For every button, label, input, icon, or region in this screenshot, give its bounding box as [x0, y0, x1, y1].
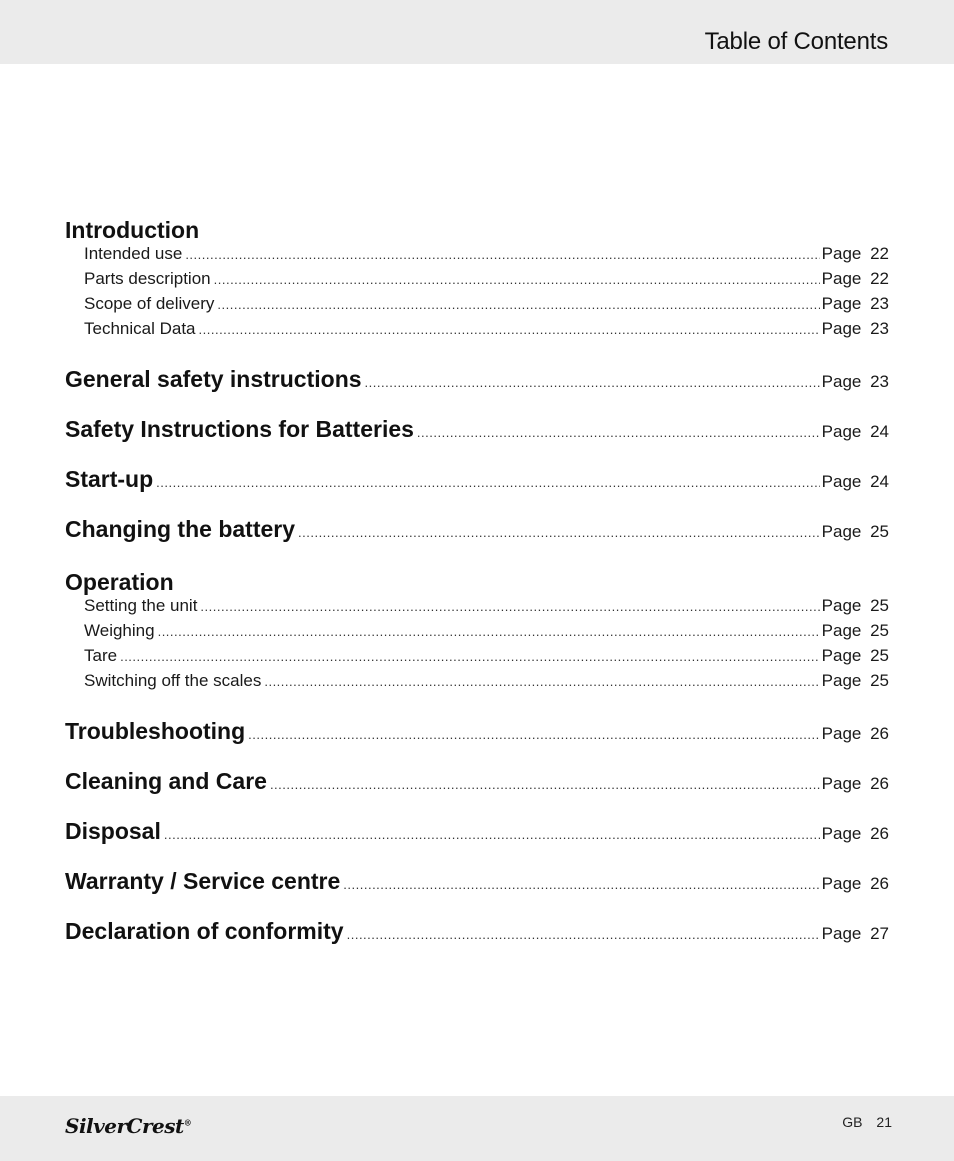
toc-entry-label: Cleaning and Care	[65, 768, 267, 794]
toc-entry-page: Page 26	[821, 724, 889, 743]
toc-leader-dots	[264, 674, 819, 689]
toc-entry-page: Page 25	[821, 671, 889, 690]
toc-entry[interactable]	[65, 466, 889, 494]
toc-entry-label: Intended use	[84, 244, 183, 263]
toc-entry-label: Changing the battery	[65, 516, 296, 542]
toc-section-general-safety	[65, 366, 889, 394]
toc-section-changing-battery	[65, 516, 889, 544]
toc-entry-page: Page 26	[821, 774, 889, 793]
toc-entry-label: Setting the unit	[84, 596, 198, 615]
toc-entry[interactable]	[65, 868, 889, 896]
toc-heading: Introduction	[65, 217, 200, 243]
toc-entry[interactable]	[65, 294, 889, 319]
toc-entry[interactable]	[65, 244, 889, 269]
toc-entry-label: Warranty / Service centre	[65, 868, 341, 894]
toc-entry-page: Page 26	[821, 824, 889, 843]
toc-leader-dots	[270, 777, 820, 792]
toc-entry-label: Scope of delivery	[84, 294, 215, 313]
toc-leader-dots	[217, 297, 819, 312]
toc-entry[interactable]	[65, 366, 889, 394]
toc-entry[interactable]	[65, 918, 889, 946]
toc-entry[interactable]	[65, 671, 889, 696]
toc-entry[interactable]	[65, 768, 889, 796]
toc-entry[interactable]	[65, 621, 889, 646]
toc-leader-dots	[156, 475, 819, 490]
toc-entry-page: Page 23	[821, 319, 889, 338]
toc-entry-label: Start-up	[65, 466, 154, 492]
toc-entry-label: Technical Data	[84, 319, 196, 338]
toc-leader-dots	[185, 247, 819, 262]
toc-entry-page: Page 22	[821, 244, 889, 263]
toc-section-declaration	[65, 918, 889, 946]
toc-leader-dots	[343, 877, 819, 892]
toc-leader-dots	[158, 624, 820, 639]
toc-heading: Operation	[65, 569, 174, 595]
toc-entry-label: Tare	[84, 646, 118, 665]
toc-leader-dots	[298, 525, 820, 540]
toc-entry-label: Troubleshooting	[65, 718, 246, 744]
toc-entry-page: Page 25	[821, 596, 889, 615]
toc-section-disposal	[65, 818, 889, 846]
language-code: GB	[842, 1114, 863, 1130]
toc-leader-dots	[164, 827, 820, 842]
toc-entry-label: Disposal	[65, 818, 161, 844]
toc-entry-page: Page 25	[821, 646, 889, 665]
toc-section-operation	[65, 566, 889, 696]
toc-entry-page: Page 25	[821, 621, 889, 640]
toc-leader-dots	[347, 927, 820, 942]
page-title: Table of Contents	[704, 28, 888, 55]
toc-section-warranty	[65, 868, 889, 896]
brand-name: SilverCrest	[65, 1114, 184, 1138]
toc-section-introduction	[65, 214, 889, 344]
toc-leader-dots	[200, 599, 819, 614]
toc-entry-page: Page 24	[821, 472, 889, 491]
page-footer	[0, 1096, 954, 1161]
toc-entry[interactable]	[65, 818, 889, 846]
footer-meta	[842, 1114, 892, 1130]
toc-entry-label: Weighing	[84, 621, 155, 640]
page-header	[0, 0, 954, 64]
toc-entry-label: Switching off the scales	[84, 671, 262, 690]
toc-entry-page: Page 25	[821, 522, 889, 541]
toc-section-battery-safety	[65, 416, 889, 444]
toc-entry[interactable]	[65, 646, 889, 671]
toc-leader-dots	[417, 425, 820, 440]
toc-entry[interactable]	[65, 718, 889, 746]
toc-entry-page: Page 27	[821, 924, 889, 943]
toc-leader-dots	[120, 649, 820, 664]
toc-entry[interactable]	[65, 269, 889, 294]
toc-entry-page: Page 26	[821, 874, 889, 893]
toc-entry[interactable]	[65, 416, 889, 444]
toc-leader-dots	[214, 272, 820, 287]
toc-entry[interactable]	[65, 596, 889, 621]
toc-entry-label: Parts description	[84, 269, 211, 288]
toc-entry[interactable]	[65, 319, 889, 344]
toc-leader-dots	[248, 727, 820, 742]
toc-leader-dots	[365, 375, 820, 390]
brand-logo	[65, 1114, 191, 1138]
toc-entry-page: Page 23	[821, 372, 889, 391]
toc-section-troubleshooting	[65, 718, 889, 746]
toc-entry-label: Safety Instructions for Batteries	[65, 416, 414, 442]
toc-entry[interactable]	[65, 516, 889, 544]
registered-mark: ®	[183, 1117, 192, 1128]
toc-entry-page: Page 24	[821, 422, 889, 441]
table-of-contents	[65, 214, 889, 946]
toc-entry-page: Page 22	[821, 269, 889, 288]
toc-leader-dots	[199, 322, 820, 337]
toc-entry-label: General safety instructions	[65, 366, 362, 392]
toc-entry-page: Page 23	[821, 294, 889, 313]
toc-entry-label: Declaration of conformity	[65, 918, 344, 944]
toc-section-startup	[65, 466, 889, 494]
page-number: 21	[876, 1114, 892, 1130]
toc-section-cleaning	[65, 768, 889, 796]
